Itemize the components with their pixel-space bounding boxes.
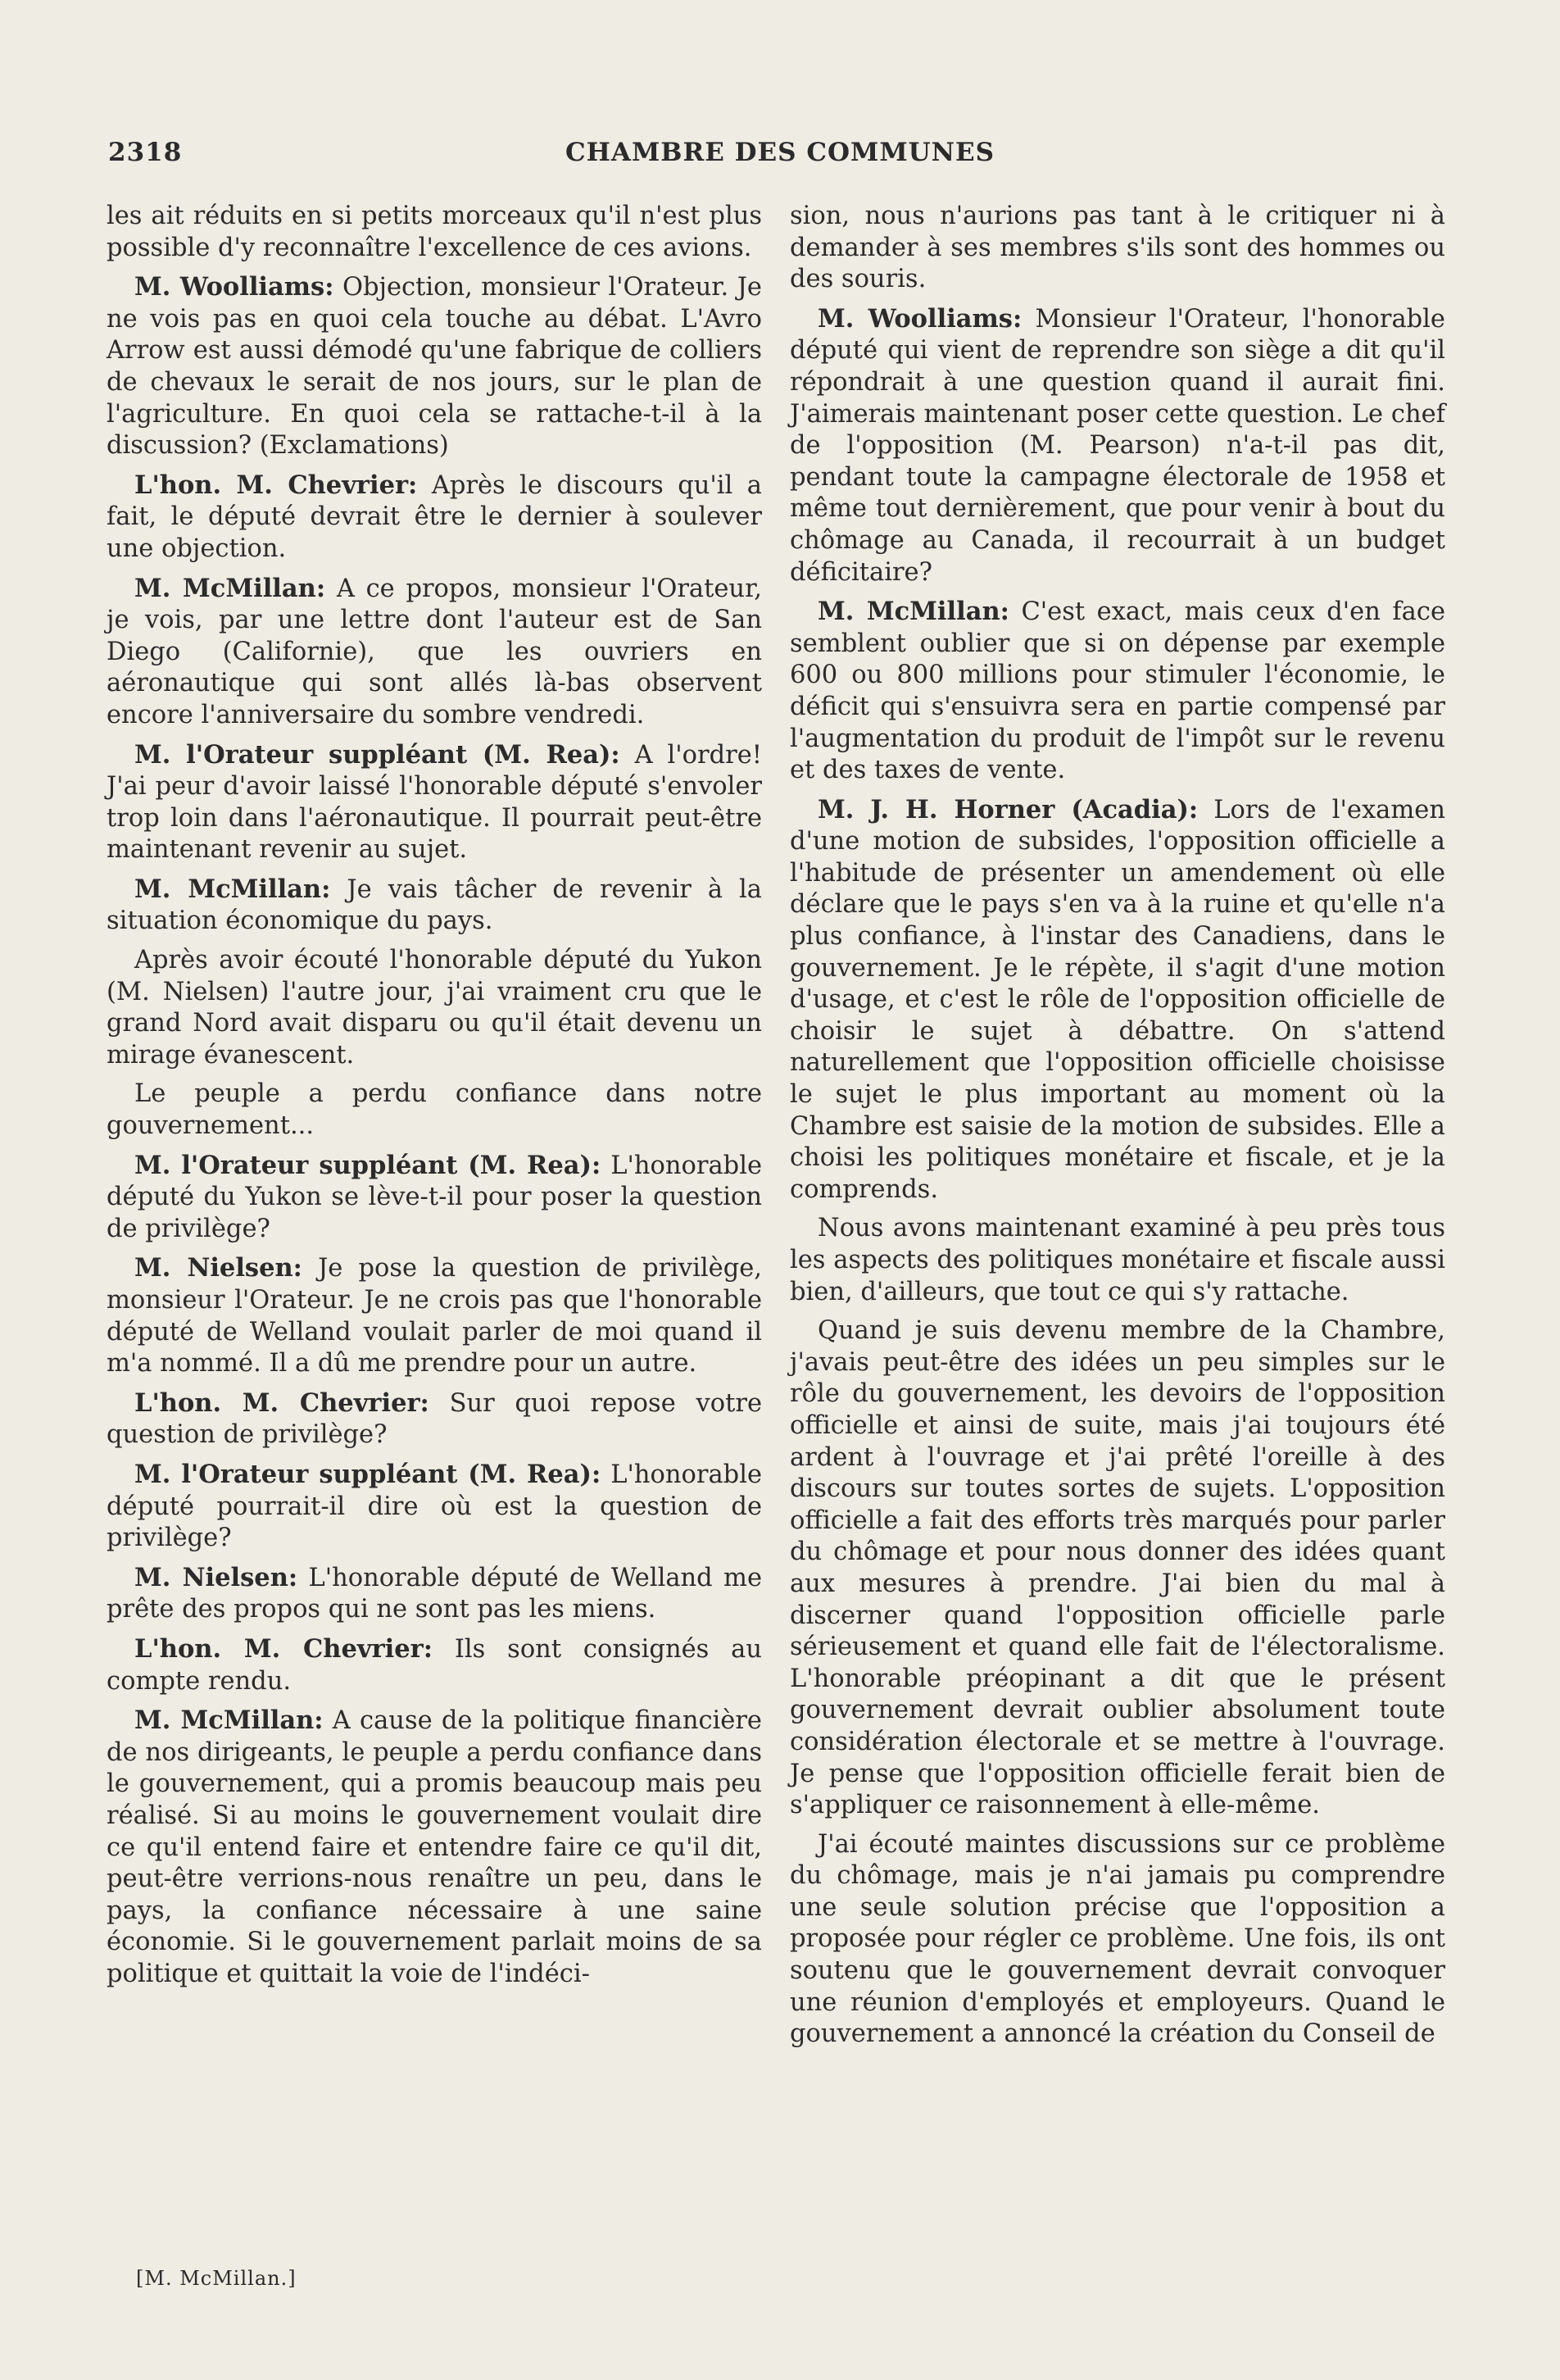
paragraph bbox=[107, 201, 762, 264]
speaker-name: L'hon. M. Chevrier: bbox=[134, 470, 418, 500]
paragraph-text: A ce propos, monsieur l'Orateur, je vois, par une lettre dont l'auteur est de San Diego (Californie), que les ouvriers en aéronautique qui sont allés là-bas observent encore l'anniversaire du sombre vendredi. bbox=[107, 574, 762, 729]
paragraph bbox=[790, 303, 1445, 588]
paragraph-text: sion, nous n'aurions pas tant à le critiquer ni à demander à ses membres s'ils sont des hommes ou des souris. bbox=[790, 202, 1445, 294]
paragraph bbox=[790, 1315, 1445, 1822]
speaker-name: M. Nielsen: bbox=[134, 1562, 298, 1592]
paragraph-text: A cause de la politique financière de nos dirigeants, le peuple a perdu confiance dans le gouvernement, qui a promis beaucoup mais peu réalisé. Si au moins le gouvernement voulait dire ce qu'il entend faire et entendre faire ce qu'il dit, peut-être verrions-nous renaître un peu, dans le pays, la confiance nécessaire à une saine économie. Si le gouvernement parlait moins de sa politique et quittait la voie de l'indéci- bbox=[107, 1706, 762, 1988]
paragraph-text: Quand je suis devenu membre de la Chambre, j'avais peut-être des idées un peu simples sur le rôle du gouvernement, les devoirs de l'opposition officielle et ainsi de suite, mais j'ai toujours été ardent à l'ouvrage et j'ai prêté l'oreille à des discours sur toutes sortes de sujets. L'opposition officielle a fait des efforts très marqués pour parler du chômage et pour nous donner des idées quant aux mesures à prendre. J'ai bien du mal à discerner quand l'opposition officielle parle sérieusement et quand elle fait de l'électoralisme. L'honorable préopinant a dit que le présent gouvernement devrait oublier absolument toute considération électorale et se mettre à l'ouvrage. Je pense que l'opposition officielle ferait bien de s'appliquer ce raisonnement à elle-même. bbox=[790, 1316, 1445, 1820]
footer-speaker-note: [M. McMillan.] bbox=[136, 2267, 297, 2290]
paragraph-text: Monsieur l'Orateur, l'honorable député qui vient de reprendre son siège a dit qu'il répondrait à une question quand il aurait fini. J'aimerais maintenant poser cette question. Le chef de l'opposition (M. Pearson) n'a-t-il pas dit, pendant toute la campagne électorale de 1958 et même tout dernièrement, que pour venir à bout du chômage au Canada, il recourrait à un budget déficitaire? bbox=[790, 304, 1445, 587]
paragraph-text: J'ai écouté maintes discussions sur ce problème du chômage, mais je n'ai jamais pu comprendre une seule solution précise que l'opposition a proposée pour régler ce problème. Une fois, ils ont soutenu que le gouvernement devrait convoquer une réunion d'employés et employeurs. Quand le gouvernement a annoncé la création du Conseil de bbox=[790, 1829, 1445, 2049]
page-title: CHAMBRE DES COMMUNES bbox=[565, 138, 995, 167]
paragraph bbox=[790, 794, 1445, 1206]
speaker-name: M. l'Orateur suppléant (M. Rea): bbox=[134, 1459, 601, 1489]
left-column bbox=[107, 201, 762, 1997]
paragraph-text: Ils sont consignés au compte rendu. bbox=[107, 1634, 762, 1696]
paragraph-text: Après avoir écouté l'honorable député du Yukon (M. Nielsen) l'autre jour, j'ai vraiment cru que le grand Nord avait disparu ou qu'il était devenu un mirage évanescent. bbox=[107, 946, 762, 1070]
speaker-name: M. l'Orateur suppléant (M. Rea): bbox=[134, 1150, 601, 1180]
speaker-name: M. Woolliams: bbox=[818, 303, 1023, 334]
paragraph bbox=[107, 1633, 762, 1697]
paragraph-text: les ait réduits en si petits morceaux qu'il n'est plus possible d'y reconnaître l'excellence de ces avions. bbox=[107, 202, 762, 262]
paragraph-text: Je vais tâcher de revenir à la situation économique du pays. bbox=[107, 874, 762, 936]
paragraph-text: Le peuple a perdu confiance dans notre gouvernement... bbox=[107, 1079, 762, 1141]
paragraph bbox=[107, 1079, 762, 1142]
paragraph bbox=[107, 470, 762, 565]
paragraph-text: L'honorable député du Yukon se lève-t-il pour poser la question de privilège? bbox=[107, 1151, 762, 1243]
paragraph-text: Objection, monsieur l'Orateur. Je ne vois pas en quoi cela touche au débat. L'Avro Arrow est aussi démodé qu'une fabrique de colliers de chevaux le serait de nos jours, sur le plan de l'agriculture. En quoi cela se rattache-t-il à la discussion? (Exclamations) bbox=[107, 273, 762, 461]
speaker-name: L'hon. M. Chevrier: bbox=[134, 1633, 433, 1664]
paragraph-text: Après le discours qu'il a fait, le député devrait être le dernier à soulever une objection. bbox=[107, 470, 762, 563]
paragraph bbox=[107, 1150, 762, 1246]
speaker-name: L'hon. M. Chevrier: bbox=[134, 1388, 429, 1418]
speaker-name: M. McMillan: bbox=[134, 874, 331, 904]
paragraph bbox=[107, 573, 762, 732]
paragraph bbox=[790, 596, 1445, 787]
paragraph bbox=[790, 1829, 1445, 2051]
speaker-name: M. McMillan: bbox=[818, 597, 1009, 627]
speaker-name: M. Woolliams: bbox=[134, 272, 334, 302]
speaker-name: M. Nielsen: bbox=[134, 1253, 302, 1283]
paragraph-text: Je pose la question de privilège, monsieur l'Orateur. Je ne crois pas que l'honorable député de Welland voulait parler de moi quand il m'a nommé. Il a dû me prendre pour un autre. bbox=[107, 1254, 762, 1378]
paragraph bbox=[107, 1252, 762, 1379]
paragraph bbox=[107, 1459, 762, 1555]
paragraph-text: L'honorable député pourrait-il dire où est la question de privilège? bbox=[107, 1460, 762, 1553]
paragraph bbox=[107, 1388, 762, 1451]
paragraph-text: Lors de l'examen d'une motion de subsides, l'opposition officielle a l'habitude de présenter un amendement où elle déclare que le pays s'en va à la ruine et qu'elle n'a plus confiance, à l'instar des Canadiens, dans le gouvernement. Je le répète, il s'agit d'une motion d'usage, et c'est le rôle de l'opposition officielle de choisir le sujet à débattre. On s'attend naturellement que l'opposition officielle choisisse le sujet le plus important au moment où la Chambre est saisie de la motion de subsides. Elle a choisi les politiques monétaire et fiscale, et je la comprends. bbox=[790, 795, 1445, 1204]
speaker-name: M. J. H. Horner (Acadia): bbox=[818, 794, 1199, 824]
paragraph bbox=[107, 739, 762, 866]
paragraph bbox=[107, 271, 762, 462]
right-column bbox=[790, 201, 1445, 2058]
paragraph bbox=[790, 201, 1445, 296]
paragraph-text: Sur quoi repose votre question de privilège? bbox=[107, 1388, 762, 1450]
paragraph bbox=[107, 945, 762, 1071]
speaker-name: M. McMillan: bbox=[134, 1706, 324, 1736]
paragraph-text: A l'ordre! J'ai peur d'avoir laissé l'honorable député s'envoler trop loin dans l'aéronautique. Il pourrait peut-être maintenant revenir au sujet. bbox=[107, 740, 762, 865]
page-number: 2318 bbox=[108, 138, 183, 167]
speaker-name: M. McMillan: bbox=[134, 573, 326, 603]
paragraph bbox=[107, 1705, 762, 1990]
speaker-name: M. l'Orateur suppléant (M. Rea): bbox=[134, 739, 620, 770]
paragraph-text: C'est exact, mais ceux d'en face semblent oublier que si on dépense par exemple 600 ou 800 millions pour stimuler l'économie, le déficit qui s'ensuivra sera en partie compensé par l'augmentation du produit de l'impôt sur le revenu et des taxes de vente. bbox=[790, 597, 1445, 785]
paragraph-text: Nous avons maintenant examiné à peu près tous les aspects des politiques monétaire et fiscale aussi bien, d'ailleurs, que tout ce qui s'y rattache. bbox=[790, 1214, 1445, 1306]
paragraph bbox=[107, 874, 762, 938]
paragraph bbox=[790, 1213, 1445, 1308]
paragraph-text: L'honorable député de Welland me prête des propos qui ne sont pas les miens. bbox=[107, 1563, 762, 1624]
paragraph bbox=[107, 1562, 762, 1626]
